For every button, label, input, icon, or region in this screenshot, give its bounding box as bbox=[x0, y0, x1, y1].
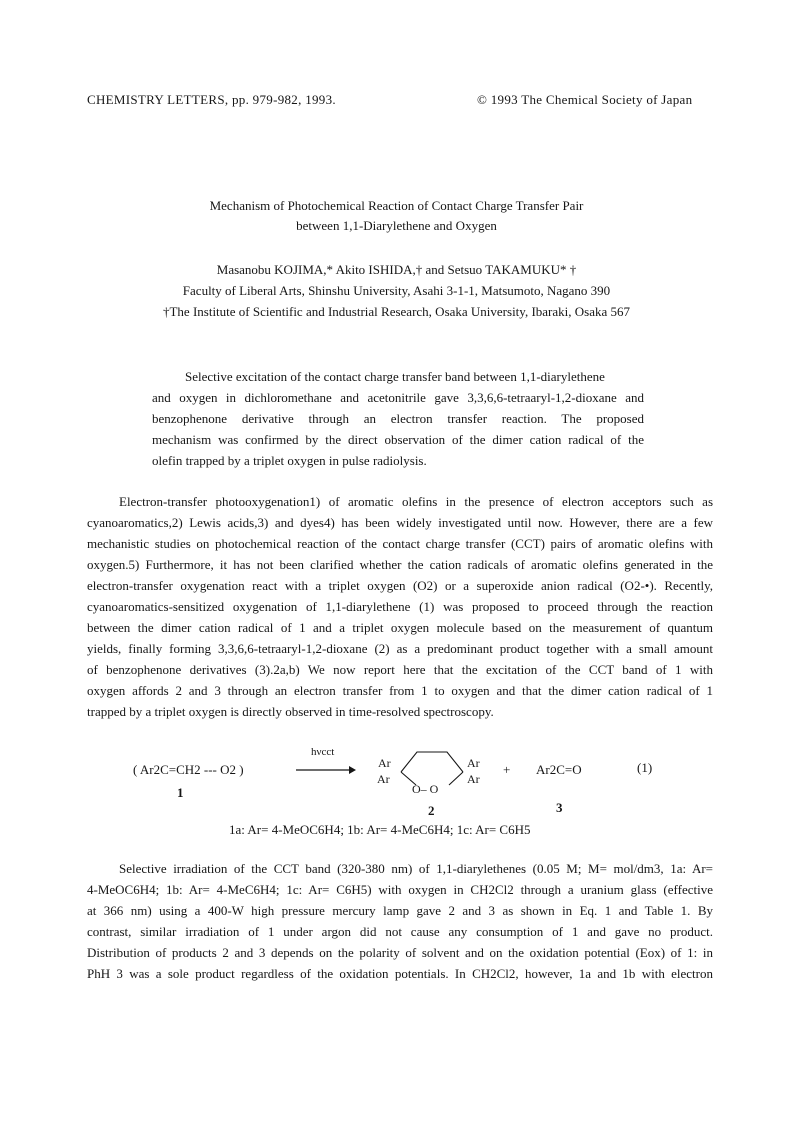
copyright-notice: © 1993 The Chemical Society of Japan bbox=[477, 92, 693, 107]
text-line: of benzophenone derivatives (3).2a,b) We now report here that the excitation of the CCT band of 1 with bbox=[87, 662, 713, 677]
text-line: Selective irradiation of the CCT band (320-380 nm) of 1,1-diarylethenes (0.05 M; M= mol/dm3, 1a: Ar= bbox=[119, 861, 713, 876]
text-line: contrast, similar irradiation of 1 under argon did not cause any consumption of 1 and gave no product. bbox=[87, 924, 713, 939]
abstract-line: Selective excitation of the contact charge transfer band between 1,1-diarylethene bbox=[185, 369, 605, 384]
abstract bbox=[152, 366, 644, 471]
text-line: Distribution of products 2 and 3 depends on the polarity of solvent and on the oxidation potential (Eox) of 1: in bbox=[87, 945, 713, 960]
title-line-2: between 1,1-Diarylethene and Oxygen bbox=[296, 218, 497, 233]
abstract-line: olefin trapped by a triplet oxygen in pulse radiolysis. bbox=[152, 453, 427, 468]
text-line: cyanoaromatics,2) Lewis acids,3) and dyes4) has been widely investigated until now. However, there are a few bbox=[87, 515, 713, 530]
text-line: at 366 nm) using a 400-W high pressure mercury lamp gave 2 and 3 as shown in Eq. 1 and Table 1. By bbox=[87, 903, 713, 918]
reactant-label: 1 bbox=[177, 785, 184, 800]
reaction-condition: hνcct bbox=[311, 746, 335, 758]
reaction-arrow-icon bbox=[295, 764, 357, 776]
compound-legend: 1a: Ar= 4-MeOC6H4; 1b: Ar= 4-MeC6H4; 1c: Ar= C6H5 bbox=[229, 822, 531, 837]
product-2-label: 2 bbox=[428, 803, 435, 818]
reactant-pair: ( Ar2C=CH2 --- O2 ) bbox=[133, 762, 244, 777]
equation-number: (1) bbox=[637, 760, 653, 775]
text-line: 4-MeOC6H4; 1b: Ar= 4-MeC6H4; 1c: Ar= C6H5) with oxygen in CH2Cl2 through a uranium glass (effective bbox=[87, 882, 713, 897]
text-line: PhH 3 was a sole product regardless of the oxidation potentials. In CH2Cl2, however, 1a and 1b with electron bbox=[87, 966, 713, 981]
body-paragraph-2 bbox=[87, 858, 713, 984]
plus-sign: + bbox=[503, 762, 511, 777]
product-3: Ar2C=O bbox=[536, 762, 582, 777]
journal-citation: CHEMISTRY LETTERS, pp. 979-982, 1993. bbox=[87, 92, 336, 107]
aryl-label: Ar bbox=[378, 756, 391, 770]
title-line-1: Mechanism of Photochemical Reaction of Contact Charge Transfer Pair bbox=[209, 198, 584, 213]
text-line: oxygen affords 2 and 3 through an electron transfer from 1 to oxygen and that the dimer cation radical of 1 bbox=[87, 683, 713, 698]
body-paragraph-1 bbox=[87, 491, 713, 722]
aryl-label: Ar bbox=[467, 772, 480, 786]
text-line: between the dimer cation radical of 1 and a triplet oxygen molecule based on the measurement of quantum bbox=[87, 620, 713, 635]
product-3-label: 3 bbox=[556, 800, 563, 815]
text-line: trapped by a triplet oxygen is directly observed in time-resolved spectroscopy. bbox=[87, 704, 494, 719]
affiliation-1: Faculty of Liberal Arts, Shinshu University, Asahi 3-1-1, Matsumoto, Nagano 390 bbox=[182, 283, 611, 298]
text-line: oxygen.5) Furthermore, it has not been clarified whether the cation radicals of aromatic olefins generated in the bbox=[87, 557, 713, 572]
aryl-label: Ar bbox=[467, 756, 480, 770]
author-block bbox=[0, 259, 793, 322]
abstract-line: benzophenone derivative through an electron transfer reaction. The proposed bbox=[152, 411, 644, 426]
paper-title bbox=[0, 196, 793, 236]
abstract-line: mechanism was confirmed by the direct observation of the dimer cation radical of the bbox=[152, 432, 644, 447]
abstract-line: and oxygen in dichloromethane and acetonitrile gave 3,3,6,6-tetraaryl-1,2-dioxane and bbox=[152, 390, 644, 405]
text-line: yields, finally forming 3,3,6,6-tetraaryl-1,2-dioxane (2) as a predominant product together with a small amount bbox=[87, 641, 713, 656]
affiliation-2: †The Institute of Scientific and Industrial Research, Osaka University, Ibaraki, Osaka 567 bbox=[162, 304, 631, 319]
reaction-equation bbox=[0, 740, 793, 840]
peroxide-bridge: O– O bbox=[412, 782, 439, 796]
text-line: Electron-transfer photooxygenation1) of aromatic olefins in the presence of electron acceptors such as bbox=[119, 494, 713, 509]
text-line: electron-transfer oxygenation react with a triplet oxygen (O2) or a superoxide anion radical (O2-•). Recently, bbox=[87, 578, 713, 593]
aryl-label: Ar bbox=[377, 772, 390, 786]
text-line: mechanistic studies on photochemical reaction of the contact charge transfer (CCT) pairs of aromatic olefins with bbox=[87, 536, 713, 551]
text-line: cyanoaromatics-sensitized oxygenation of 1,1-diarylethene (1) was proposed to proceed through the reaction bbox=[87, 599, 713, 614]
author-names: Masanobu KOJIMA,* Akito ISHIDA,† and Setsuo TAKAMUKU* † bbox=[216, 262, 577, 277]
